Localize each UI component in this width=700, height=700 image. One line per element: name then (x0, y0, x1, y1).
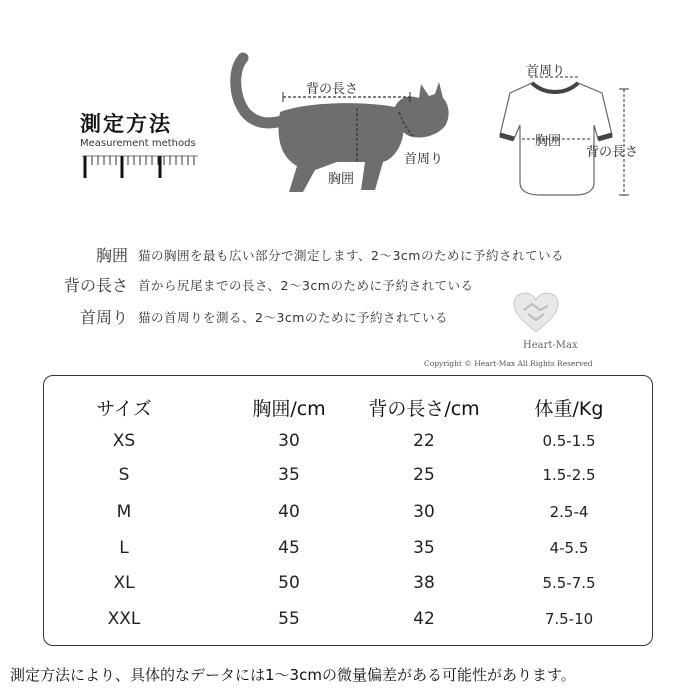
table-cell-back-length: 22 (413, 431, 435, 451)
definition-term-chest: 胸囲 (95, 246, 128, 265)
table-cell-size: XL (113, 573, 135, 593)
brand-name: Heart-Max (523, 340, 578, 351)
table-header-size: サイズ (96, 398, 152, 420)
table-cell-chest: 50 (278, 573, 300, 593)
table-cell-chest: 55 (278, 609, 300, 629)
copyright-notice: Copyright © Heart-Max All Rights Reserved (424, 359, 593, 368)
page-subtitle: Measurement methods (80, 138, 196, 149)
table-cell-weight: 1.5-2.5 (542, 466, 596, 484)
table-header-chest: 胸囲/cm (252, 398, 326, 420)
cat-chest-label: 胸囲 (328, 172, 355, 187)
table-cell-size: S (118, 465, 130, 485)
table-cell-size: L (119, 538, 129, 558)
table-cell-weight: 5.5-7.5 (542, 574, 596, 592)
table-header-weight: 体重/Kg (534, 398, 604, 420)
ruler-icon (80, 152, 200, 182)
definition-term-back-length: 背の長さ (63, 276, 128, 295)
table-cell-chest: 35 (278, 465, 300, 485)
cat-neck-label: 首周り (404, 152, 444, 167)
table-cell-chest: 45 (278, 538, 300, 558)
table-cell-back-length: 38 (413, 573, 435, 593)
table-cell-back-length: 25 (413, 465, 435, 485)
shirt-chest-label: 胸囲 (535, 134, 562, 149)
table-cell-weight: 2.5-4 (549, 503, 589, 521)
page-title: 測定方法 (80, 112, 172, 136)
size-chart-table (43, 375, 653, 646)
table-cell-back-length: 30 (413, 502, 435, 522)
table-cell-chest: 40 (278, 502, 300, 522)
shirt-neck-label: 首周り (526, 64, 566, 79)
definition-term-neck: 首周り (79, 308, 128, 327)
table-header-back-length: 背の長さ/cm (368, 398, 480, 420)
table-cell-chest: 30 (278, 431, 300, 451)
measurement-deviation-note: 測定方法により、具体的なデータには1〜3cmの微量偏差がある可能性があります。 (10, 666, 576, 684)
table-cell-size: M (116, 502, 132, 522)
table-cell-size: XXL (107, 609, 141, 629)
table-cell-size: XS (112, 431, 136, 451)
table-cell-weight: 7.5-10 (544, 610, 594, 628)
table-cell-back-length: 42 (413, 609, 435, 629)
table-cell-back-length: 35 (413, 538, 435, 558)
definition-text-back-length: 首から尻尾までの長さ、2〜3cmのために予約されている (138, 278, 474, 293)
definition-text-neck: 猫の首周りを測る、2〜3cmのために予約されている (138, 310, 448, 325)
table-cell-weight: 0.5-1.5 (542, 432, 596, 450)
heart-handshake-logo-icon (510, 290, 562, 334)
table-cell-weight: 4-5.5 (549, 539, 589, 557)
cat-back-length-label: 背の長さ (306, 82, 359, 97)
shirt-back-length-label: 背の長さ (586, 145, 639, 160)
definition-text-chest: 猫の胸囲を最も広い部分で測定します、2〜3cmのために予約されている (138, 248, 564, 263)
